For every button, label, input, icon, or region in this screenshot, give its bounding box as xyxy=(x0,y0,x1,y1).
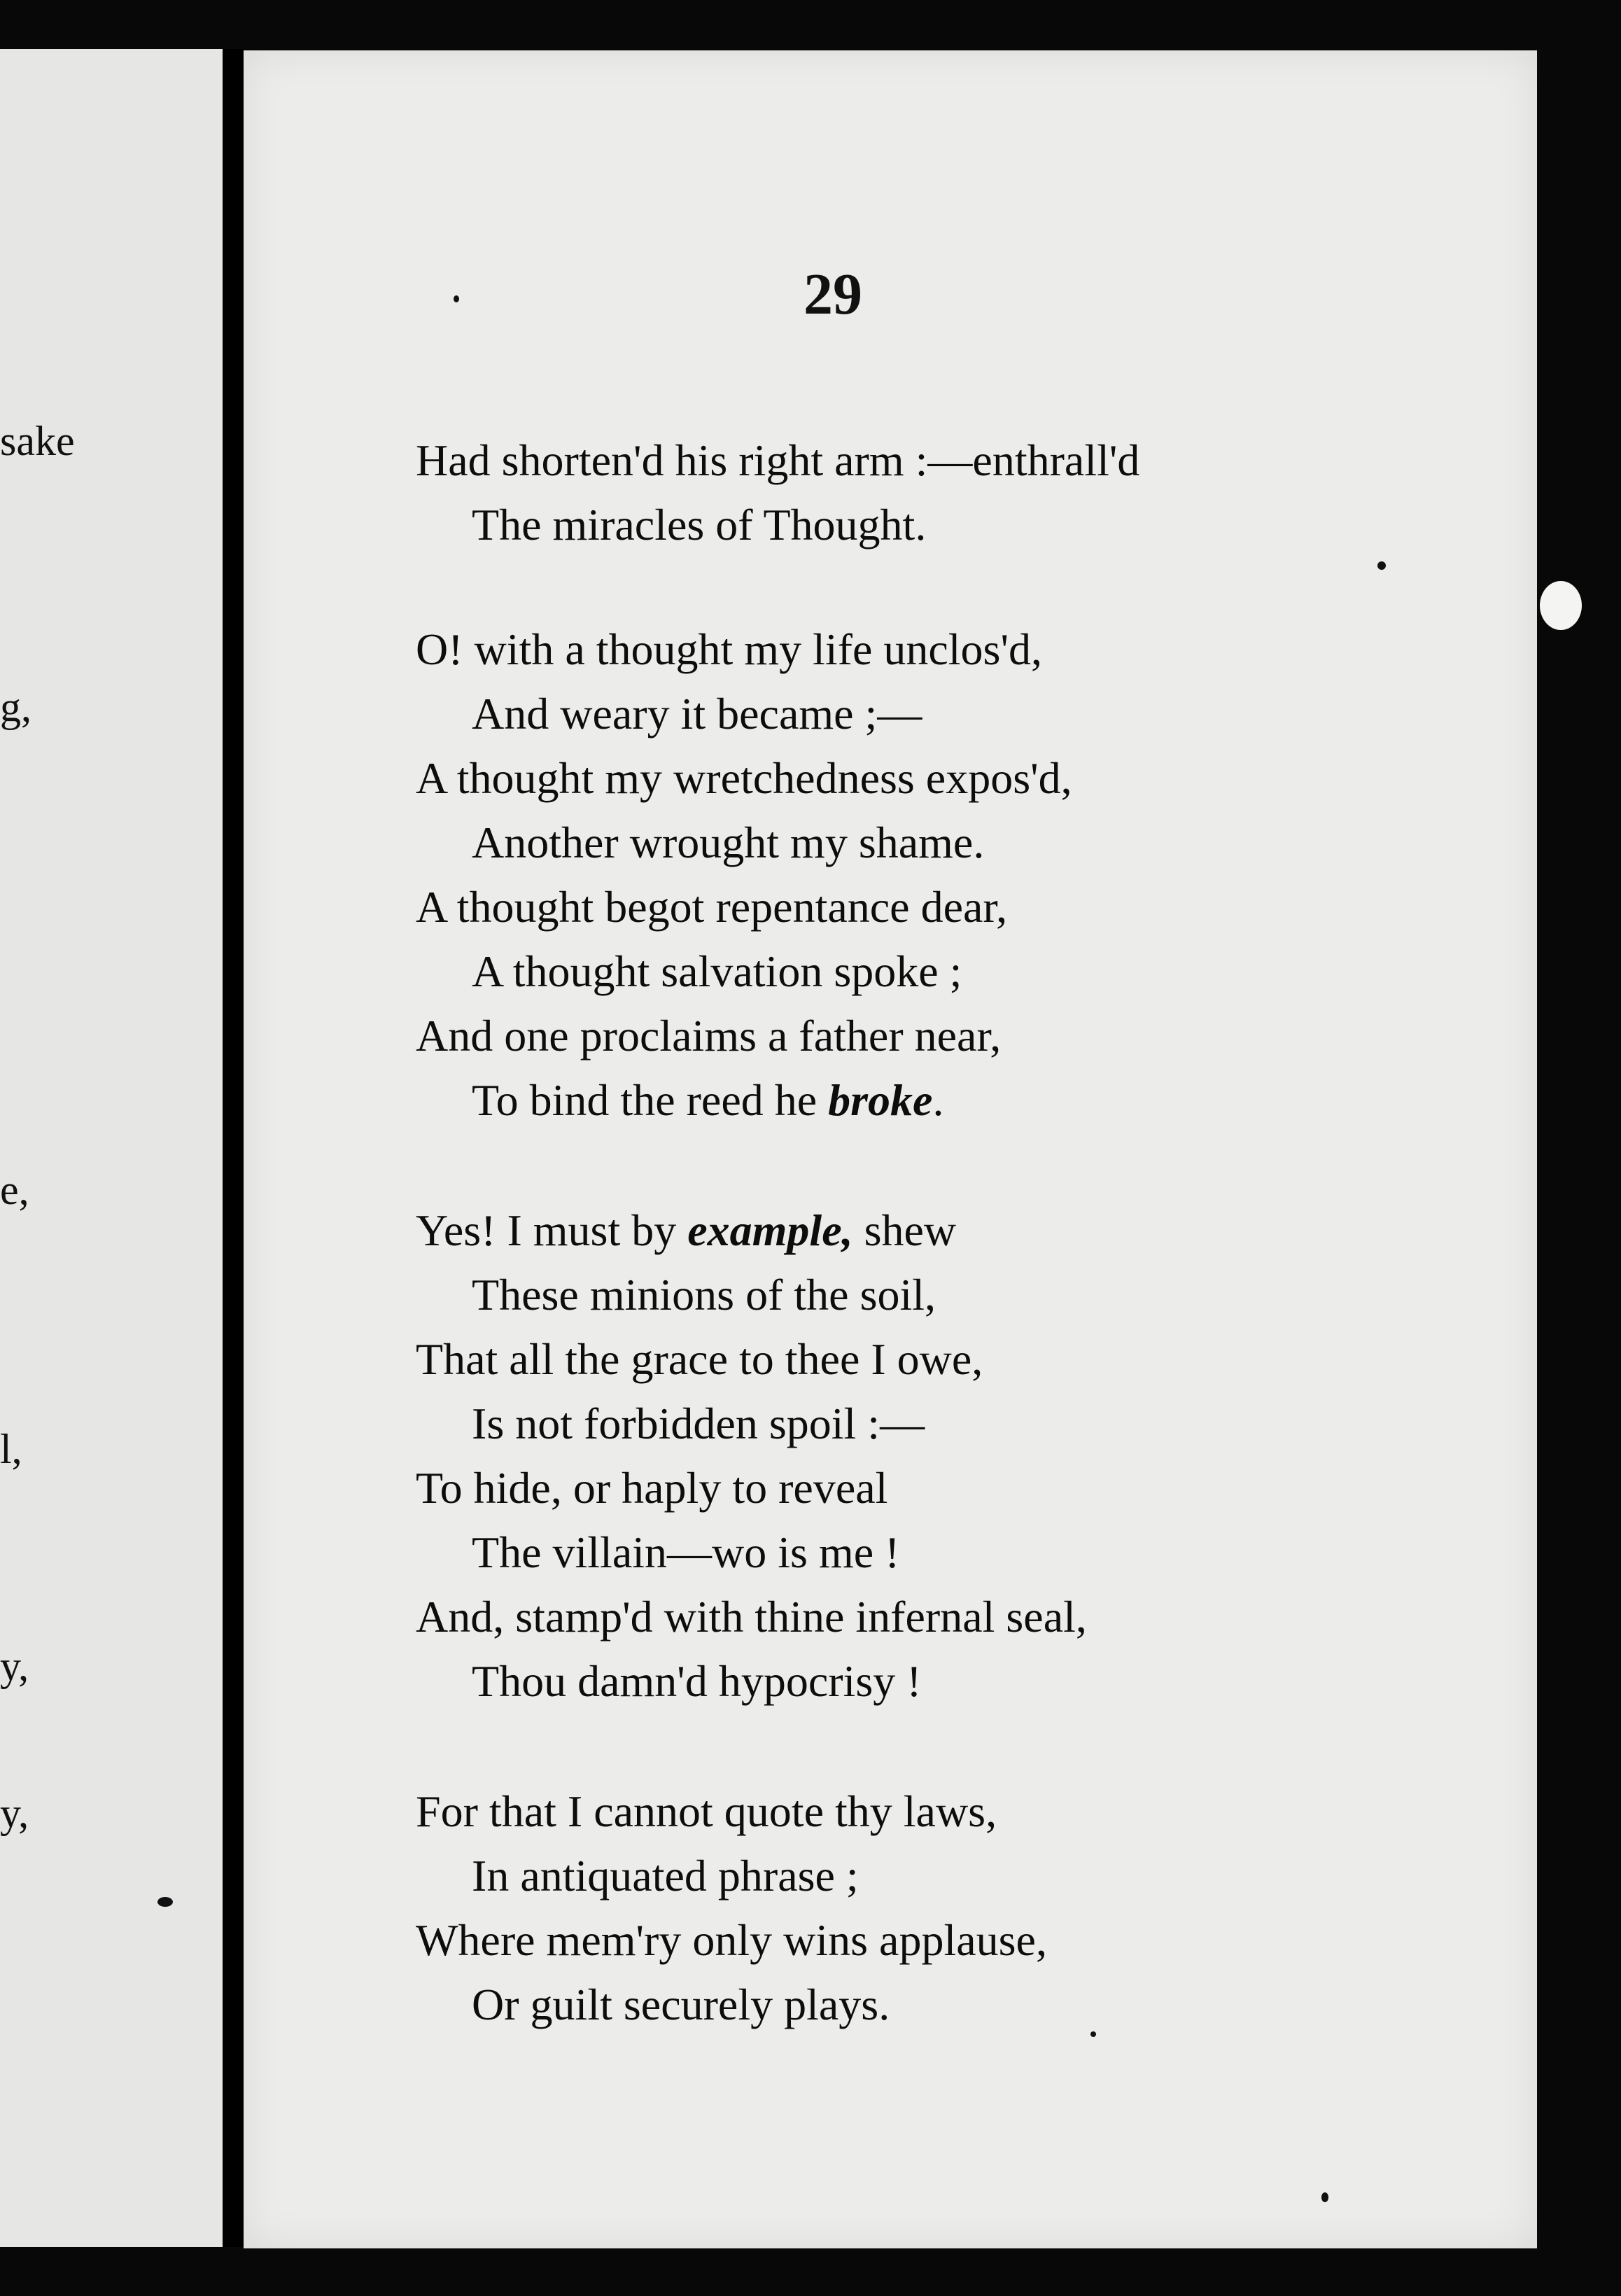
verse-line: For that I cannot quote thy laws, xyxy=(416,1786,997,1836)
verse-line: To hide, or haply to reveal xyxy=(416,1463,888,1513)
stanza-2 xyxy=(416,617,1072,1133)
book-gutter xyxy=(223,49,244,2247)
paper-speck xyxy=(157,1897,173,1907)
verse-line: Is not forbidden spoil :— xyxy=(472,1399,925,1448)
paper-speck xyxy=(1377,561,1386,570)
left-fragment: l, xyxy=(0,1426,22,1472)
verse-line: The villain—wo is me ! xyxy=(472,1527,900,1577)
stanza-3 xyxy=(416,1198,1087,1714)
verse-line: To bind the reed he broke. xyxy=(472,1075,944,1125)
left-fragment: sake xyxy=(0,418,75,464)
verse-line: In antiquated phrase ; xyxy=(472,1851,859,1900)
left-fragment: e, xyxy=(0,1167,29,1213)
paper-speck xyxy=(454,295,459,302)
verse-line: And one proclaims a father near, xyxy=(416,1011,1002,1060)
verse-line: These minions of the soil, xyxy=(472,1270,936,1320)
left-fragment: g, xyxy=(0,684,31,730)
verse-line: That all the grace to thee I owe, xyxy=(416,1334,983,1384)
left-facing-page xyxy=(0,49,223,2247)
stanza-1 xyxy=(416,428,1139,557)
emphasized-word: broke xyxy=(828,1075,933,1125)
verse-line: Or guilt securely plays. xyxy=(472,1980,890,2029)
paper-speck xyxy=(1321,2192,1328,2202)
verse-line: Where mem'ry only wins applause, xyxy=(416,1915,1047,1965)
verse-line: Had shorten'd his right arm :—enthrall'd xyxy=(416,435,1140,485)
verse-line: The miracles of Thought. xyxy=(472,500,927,550)
main-page xyxy=(244,50,1537,2248)
verse-line: A thought my wretchedness expos'd, xyxy=(416,753,1072,803)
stanza-4 xyxy=(416,1779,1047,2037)
verse-line: Another wrought my shame. xyxy=(472,818,985,867)
left-fragment: y, xyxy=(0,1790,29,1836)
paper-speck xyxy=(1090,2031,1096,2037)
left-fragment: y, xyxy=(0,1643,29,1689)
verse-line: Thou damn'd hypocrisy ! xyxy=(472,1656,922,1706)
verse-line: A thought begot repentance dear, xyxy=(416,882,1008,932)
verse-line: And, stamp'd with thine infernal seal, xyxy=(416,1592,1087,1642)
verse-line: A thought salvation spoke ; xyxy=(472,946,962,996)
emphasized-word: example, xyxy=(687,1205,853,1255)
page-number: 29 xyxy=(804,262,862,327)
verse-line: Yes! I must by example, shew xyxy=(416,1205,957,1255)
verse-line: And weary it became ;— xyxy=(472,689,922,738)
verse-line: O! with a thought my life unclos'd, xyxy=(416,624,1042,674)
binding-hole xyxy=(1540,581,1582,630)
